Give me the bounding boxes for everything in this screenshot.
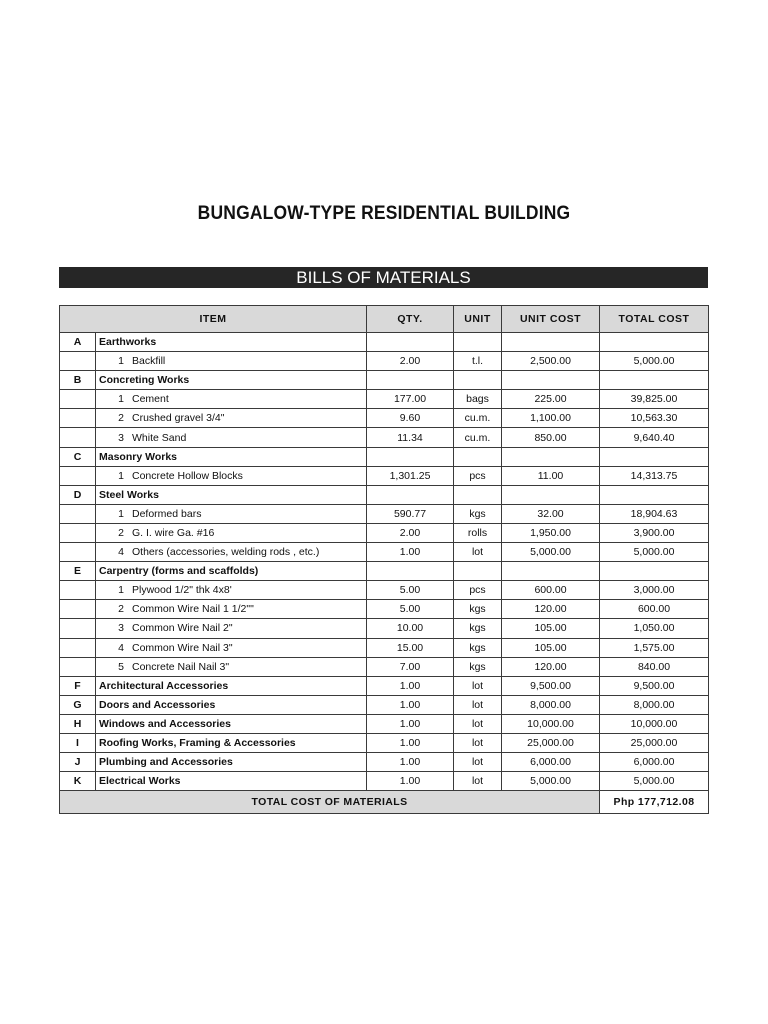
item-number: 1 xyxy=(118,355,124,368)
qty-cell xyxy=(367,371,454,390)
row-code xyxy=(60,409,96,428)
item-text: Common Wire Nail 3" xyxy=(132,641,233,654)
total-cost-cell xyxy=(600,562,709,581)
item-text: Plywood 1/2" thk 4x8' xyxy=(132,584,232,597)
unit-cost-cell: 10,000.00 xyxy=(502,714,600,733)
unit-cost-cell: 8,000.00 xyxy=(502,695,600,714)
qty-cell: 1.00 xyxy=(367,772,454,791)
item-description xyxy=(96,523,367,542)
category-row xyxy=(60,562,709,581)
item-description xyxy=(96,600,367,619)
item-row xyxy=(60,466,709,485)
unit-cell: kgs xyxy=(454,504,502,523)
unit-cost-cell xyxy=(502,447,600,466)
category-label: Electrical Works xyxy=(96,772,367,791)
total-label: TOTAL COST OF MATERIALS xyxy=(60,791,600,814)
item-text: Common Wire Nail 1 1/2"" xyxy=(132,603,254,616)
unit-cell: bags xyxy=(454,390,502,409)
row-code xyxy=(60,600,96,619)
total-cost-cell: 600.00 xyxy=(600,600,709,619)
category-label: Plumbing and Accessories xyxy=(96,753,367,772)
qty-cell xyxy=(367,562,454,581)
category-label: Steel Works xyxy=(96,485,367,504)
total-cost-cell: 9,640.40 xyxy=(600,428,709,447)
total-cost-cell: 3,900.00 xyxy=(600,523,709,542)
category-row xyxy=(60,733,709,752)
item-number: 3 xyxy=(118,431,124,444)
total-cost-cell xyxy=(600,447,709,466)
unit-cost-cell xyxy=(502,371,600,390)
item-description xyxy=(96,409,367,428)
category-label: Architectural Accessories xyxy=(96,676,367,695)
unit-cell: kgs xyxy=(454,600,502,619)
total-cost-cell: 5,000.00 xyxy=(600,352,709,371)
qty-cell: 590.77 xyxy=(367,504,454,523)
item-number: 2 xyxy=(118,526,124,539)
row-code: G xyxy=(60,695,96,714)
row-code xyxy=(60,466,96,485)
header-unit: UNIT xyxy=(454,306,502,333)
unit-cost-cell: 105.00 xyxy=(502,619,600,638)
unit-cell xyxy=(454,485,502,504)
category-label: Windows and Accessories xyxy=(96,714,367,733)
item-row xyxy=(60,638,709,657)
unit-cost-cell xyxy=(502,485,600,504)
unit-cell: t.l. xyxy=(454,352,502,371)
total-cost-cell: 1,050.00 xyxy=(600,619,709,638)
qty-cell: 1.00 xyxy=(367,695,454,714)
qty-cell: 1.00 xyxy=(367,714,454,733)
category-row xyxy=(60,695,709,714)
unit-cell: lot xyxy=(454,676,502,695)
item-description xyxy=(96,638,367,657)
unit-cell: kgs xyxy=(454,619,502,638)
category-label: Masonry Works xyxy=(96,447,367,466)
qty-cell: 7.00 xyxy=(367,657,454,676)
category-row xyxy=(60,714,709,733)
total-cost-cell: 18,904.63 xyxy=(600,504,709,523)
item-text: White Sand xyxy=(132,431,187,444)
unit-cell: pcs xyxy=(454,466,502,485)
category-row xyxy=(60,676,709,695)
row-code xyxy=(60,581,96,600)
category-row xyxy=(60,333,709,352)
unit-cell: lot xyxy=(454,753,502,772)
document-title: BUNGALOW-TYPE RESIDENTIAL BUILDING xyxy=(197,203,571,224)
unit-cost-cell: 25,000.00 xyxy=(502,733,600,752)
bill-of-materials-table xyxy=(59,305,709,814)
unit-cell: kgs xyxy=(454,638,502,657)
unit-cost-cell: 120.00 xyxy=(502,657,600,676)
item-row xyxy=(60,657,709,676)
item-number: 4 xyxy=(118,641,124,654)
qty-cell xyxy=(367,447,454,466)
qty-cell: 9.60 xyxy=(367,409,454,428)
total-cost-cell xyxy=(600,371,709,390)
row-code: C xyxy=(60,447,96,466)
row-code: H xyxy=(60,714,96,733)
item-number: 1 xyxy=(118,469,124,482)
row-code xyxy=(60,390,96,409)
item-text: Deformed bars xyxy=(132,507,202,520)
row-code xyxy=(60,352,96,371)
unit-cost-cell: 105.00 xyxy=(502,638,600,657)
unit-cost-cell xyxy=(502,562,600,581)
total-row xyxy=(60,791,709,814)
item-text: Others (accessories, welding rods , etc.) xyxy=(132,546,320,559)
qty-cell xyxy=(367,333,454,352)
row-code: E xyxy=(60,562,96,581)
total-cost-cell: 14,313.75 xyxy=(600,466,709,485)
total-cost-cell xyxy=(600,333,709,352)
unit-cost-cell: 9,500.00 xyxy=(502,676,600,695)
unit-cost-cell xyxy=(502,333,600,352)
item-text: Concrete Nail Nail 3" xyxy=(132,660,230,673)
total-cost-cell: 10,000.00 xyxy=(600,714,709,733)
unit-cost-cell: 600.00 xyxy=(502,581,600,600)
item-row xyxy=(60,352,709,371)
row-code: A xyxy=(60,333,96,352)
qty-cell: 1.00 xyxy=(367,753,454,772)
row-code xyxy=(60,638,96,657)
item-description xyxy=(96,504,367,523)
qty-cell: 1.00 xyxy=(367,733,454,752)
qty-cell xyxy=(367,485,454,504)
unit-cost-cell: 120.00 xyxy=(502,600,600,619)
section-banner: BILLS OF MATERIALS xyxy=(59,267,708,288)
qty-cell: 2.00 xyxy=(367,352,454,371)
unit-cost-cell: 32.00 xyxy=(502,504,600,523)
item-row xyxy=(60,504,709,523)
item-row xyxy=(60,390,709,409)
category-label: Concreting Works xyxy=(96,371,367,390)
unit-cell xyxy=(454,333,502,352)
unit-cost-cell: 225.00 xyxy=(502,390,600,409)
unit-cost-cell: 6,000.00 xyxy=(502,753,600,772)
item-row xyxy=(60,409,709,428)
category-label: Carpentry (forms and scaffolds) xyxy=(96,562,367,581)
qty-cell: 5.00 xyxy=(367,581,454,600)
total-cost-cell xyxy=(600,485,709,504)
item-row xyxy=(60,523,709,542)
item-text: G. I. wire Ga. #16 xyxy=(132,526,215,539)
qty-cell: 5.00 xyxy=(367,600,454,619)
row-code: K xyxy=(60,772,96,791)
unit-cell xyxy=(454,371,502,390)
header-qty: QTY. xyxy=(367,306,454,333)
category-label: Roofing Works, Framing & Accessories xyxy=(96,733,367,752)
item-description xyxy=(96,581,367,600)
category-row xyxy=(60,447,709,466)
unit-cost-cell: 1,950.00 xyxy=(502,523,600,542)
unit-cell: lot xyxy=(454,714,502,733)
table-header-row xyxy=(60,306,709,333)
row-code xyxy=(60,619,96,638)
item-number: 1 xyxy=(118,507,124,520)
unit-cell: cu.m. xyxy=(454,428,502,447)
unit-cost-cell: 5,000.00 xyxy=(502,772,600,791)
total-cost-cell: 9,500.00 xyxy=(600,676,709,695)
category-row xyxy=(60,753,709,772)
item-text: Crushed gravel 3/4" xyxy=(132,412,225,425)
total-cost-cell: 5,000.00 xyxy=(600,543,709,562)
item-text: Backfill xyxy=(132,355,166,368)
qty-cell: 1,301.25 xyxy=(367,466,454,485)
row-code: B xyxy=(60,371,96,390)
unit-cost-cell: 850.00 xyxy=(502,428,600,447)
item-number: 2 xyxy=(118,412,124,425)
total-cost-cell: 1,575.00 xyxy=(600,638,709,657)
item-row xyxy=(60,600,709,619)
qty-cell: 15.00 xyxy=(367,638,454,657)
unit-cell: lot xyxy=(454,543,502,562)
unit-cell: kgs xyxy=(454,657,502,676)
item-description xyxy=(96,657,367,676)
qty-cell: 1.00 xyxy=(367,676,454,695)
qty-cell: 2.00 xyxy=(367,523,454,542)
total-cost-cell: 39,825.00 xyxy=(600,390,709,409)
row-code: D xyxy=(60,485,96,504)
item-number: 1 xyxy=(118,393,124,406)
unit-cell: lot xyxy=(454,772,502,791)
row-code: J xyxy=(60,753,96,772)
item-number: 3 xyxy=(118,622,124,635)
total-cost-cell: 8,000.00 xyxy=(600,695,709,714)
total-cost-cell: 840.00 xyxy=(600,657,709,676)
item-description xyxy=(96,543,367,562)
total-cost-cell: 5,000.00 xyxy=(600,772,709,791)
total-cost-cell: 25,000.00 xyxy=(600,733,709,752)
header-item: ITEM xyxy=(60,306,367,333)
item-description xyxy=(96,466,367,485)
unit-cell: lot xyxy=(454,733,502,752)
row-code xyxy=(60,543,96,562)
unit-cost-cell: 2,500.00 xyxy=(502,352,600,371)
row-code xyxy=(60,428,96,447)
unit-cell: cu.m. xyxy=(454,409,502,428)
item-number: 1 xyxy=(118,584,124,597)
row-code: F xyxy=(60,676,96,695)
total-cost-cell: 10,563.30 xyxy=(600,409,709,428)
item-description xyxy=(96,428,367,447)
item-text: Common Wire Nail 2" xyxy=(132,622,233,635)
unit-cell xyxy=(454,562,502,581)
unit-cost-cell: 5,000.00 xyxy=(502,543,600,562)
qty-cell: 1.00 xyxy=(367,543,454,562)
item-description xyxy=(96,390,367,409)
category-row xyxy=(60,485,709,504)
total-value: Php 177,712.08 xyxy=(600,791,709,814)
item-row xyxy=(60,619,709,638)
item-text: Concrete Hollow Blocks xyxy=(132,469,243,482)
table-body xyxy=(60,333,709,791)
item-text: Cement xyxy=(132,393,169,406)
item-number: 4 xyxy=(118,546,124,559)
item-description xyxy=(96,619,367,638)
item-number: 5 xyxy=(118,660,124,673)
category-label: Doors and Accessories xyxy=(96,695,367,714)
qty-cell: 177.00 xyxy=(367,390,454,409)
row-code xyxy=(60,523,96,542)
item-description xyxy=(96,352,367,371)
qty-cell: 11.34 xyxy=(367,428,454,447)
header-unit-cost: UNIT COST xyxy=(502,306,600,333)
unit-cell xyxy=(454,447,502,466)
unit-cost-cell: 11.00 xyxy=(502,466,600,485)
item-number: 2 xyxy=(118,603,124,616)
qty-cell: 10.00 xyxy=(367,619,454,638)
item-row xyxy=(60,581,709,600)
row-code: I xyxy=(60,733,96,752)
row-code xyxy=(60,657,96,676)
total-cost-cell: 6,000.00 xyxy=(600,753,709,772)
category-row xyxy=(60,772,709,791)
unit-cost-cell: 1,100.00 xyxy=(502,409,600,428)
row-code xyxy=(60,504,96,523)
item-row xyxy=(60,428,709,447)
unit-cell: pcs xyxy=(454,581,502,600)
total-cost-cell: 3,000.00 xyxy=(600,581,709,600)
category-row xyxy=(60,371,709,390)
category-label: Earthworks xyxy=(96,333,367,352)
header-total-cost: TOTAL COST xyxy=(600,306,709,333)
item-row xyxy=(60,543,709,562)
unit-cell: lot xyxy=(454,695,502,714)
unit-cell: rolls xyxy=(454,523,502,542)
